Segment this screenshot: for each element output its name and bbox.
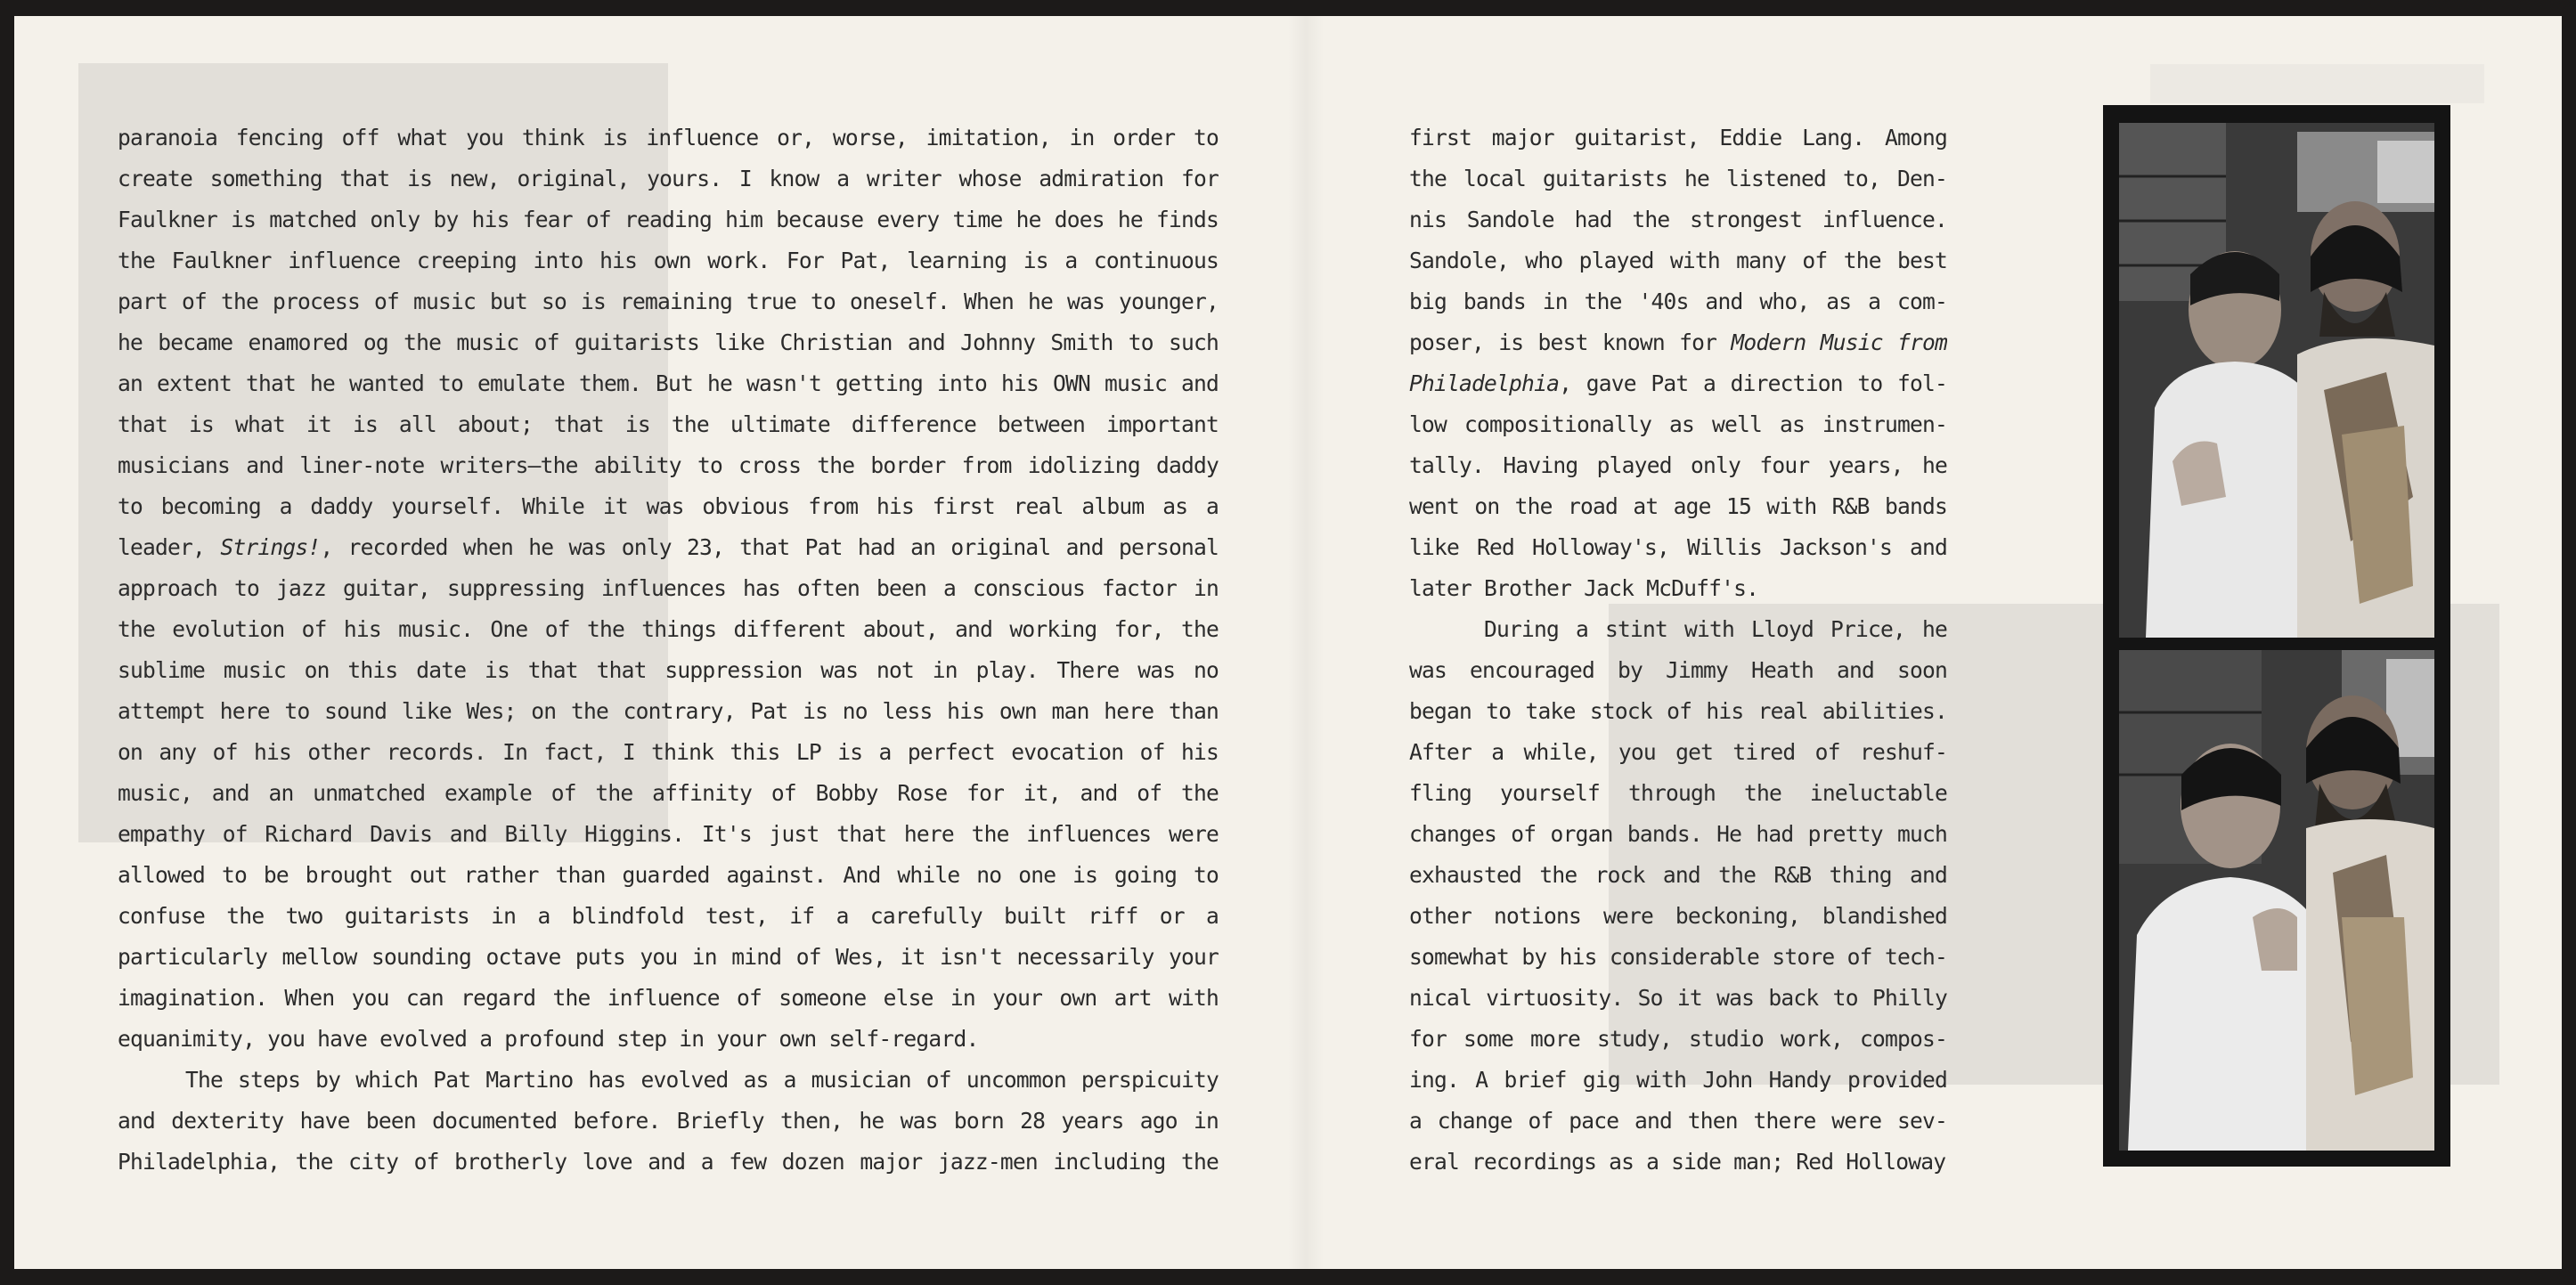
text-line: nis Sandole had the strongest influence.	[1409, 207, 1947, 232]
text-line: went on the road at age 15 with R&B bands	[1409, 493, 1947, 519]
text-line: changes of organ bands. He had pretty much	[1409, 821, 1947, 847]
text-line: first major guitarist, Eddie Lang. Among	[1409, 125, 1947, 150]
text-line: exhausted the rock and the R&B thing and	[1409, 862, 1947, 888]
text-line: paranoia fencing off what you think is influence or, worse, imitation, in order to	[118, 125, 1219, 150]
photo-two-men-talking	[2119, 123, 2434, 638]
text-line: later Brother Jack McDuff's.	[1409, 575, 1759, 601]
album-title-philadelphia: Philadelphia	[1409, 370, 1560, 396]
text-line: began to take stock of his real abilities.	[1409, 698, 1947, 724]
grey-tint-block-top-right	[2150, 64, 2484, 103]
text-line: After a while, you get tired of reshuf-	[1409, 739, 1947, 765]
text-line: for some more study, studio work, compos-	[1409, 1026, 1947, 1052]
text-line: equanimity, you have evolved a profound step in your own self-regard.	[118, 1026, 979, 1052]
text-line: like Red Holloway's, Willis Jackson's and	[1409, 534, 1947, 560]
photo-image	[2119, 650, 2434, 1151]
text-segment: leader,	[118, 534, 221, 560]
text-line: somewhat by his considerable store of tech-	[1409, 944, 1947, 970]
photo-strip	[2103, 105, 2450, 1167]
text-line: the Faulkner influence creeping into his own work. For Pat, learning is a continuous	[118, 248, 1219, 273]
right-page-text	[1409, 118, 1947, 1183]
text-line: fling yourself through the ineluctable	[1409, 780, 1947, 806]
text-line-paragraph-start: The steps by which Pat Martino has evolved as a musician of uncommon perspicuity	[185, 1067, 1219, 1093]
text-line	[118, 527, 1219, 568]
text-segment: , gave Pat a direction to fol-	[1559, 370, 1947, 396]
booklet-spread	[14, 16, 2562, 1269]
text-line: the local guitarists he listened to, Den-	[1409, 166, 1947, 191]
text-line: create something that is new, original, yours. I know a writer whose admiration for	[118, 166, 1219, 191]
left-page-text	[118, 118, 1219, 1183]
text-line: Philadelphia, the city of brotherly love and a few dozen major jazz-men including the	[118, 1149, 1219, 1175]
text-line: big bands in the '40s and who, as a com-	[1409, 289, 1947, 314]
text-segment: poser, is best known for	[1409, 329, 1732, 355]
text-segment: , recorded when he was only 23, that Pat had an original and personal	[320, 534, 1219, 560]
text-line: that is what it is all about; that is the ultimate difference between important	[118, 411, 1219, 437]
text-line: an extent that he wanted to emulate them. But he wasn't getting into his OWN music and	[118, 370, 1219, 396]
text-line: musicians and liner-note writers—the ability to cross the border from idolizing daddy	[118, 452, 1219, 478]
text-line: low compositionally as well as instrumen-	[1409, 411, 1947, 437]
text-line: music, and an unmatched example of the affinity of Bobby Rose for it, and of the	[118, 780, 1219, 806]
text-line: to becoming a daddy yourself. While it was obvious from his first real album as a	[118, 493, 1219, 519]
text-line: attempt here to sound like Wes; on the contrary, Pat is no less his own man here than	[118, 698, 1219, 724]
text-line-paragraph-start: During a stint with Lloyd Price, he	[1484, 616, 1947, 642]
text-line: approach to jazz guitar, suppressing influences has often been a conscious factor in	[118, 575, 1219, 601]
text-line	[1409, 322, 1947, 363]
text-line: allowed to be brought out rather than guarded against. And while no one is going to	[118, 862, 1219, 888]
text-line: a change of pace and then there were sev-	[1409, 1108, 1947, 1134]
text-line	[1409, 363, 1947, 404]
text-line: confuse the two guitarists in a blindfold test, if a carefully built riff or a	[118, 903, 1219, 929]
text-line: nical virtuosity. So it was back to Philly	[1409, 985, 1947, 1011]
photo-two-men-laughing	[2119, 650, 2434, 1151]
album-title-modern-music: Modern Music from	[1731, 329, 1947, 355]
text-line: ing. A brief gig with John Handy provided	[1409, 1067, 1947, 1093]
text-line: tally. Having played only four years, he	[1409, 452, 1947, 478]
text-line: the evolution of his music. One of the things different about, and working for, the	[118, 616, 1219, 642]
text-line: he became enamored og the music of guitarists like Christian and Johnny Smith to such	[118, 329, 1219, 355]
text-line: was encouraged by Jimmy Heath and soon	[1409, 657, 1947, 683]
text-line: part of the process of music but so is remaining true to oneself. When he was younger,	[118, 289, 1219, 314]
photo-image	[2119, 123, 2434, 638]
text-line: eral recordings as a side man; Red Holloway	[1409, 1149, 1946, 1175]
text-line: Faulkner is matched only by his fear of reading him because every time he does he finds	[118, 207, 1219, 232]
text-line: Sandole, who played with many of the best	[1409, 248, 1947, 273]
text-line: empathy of Richard Davis and Billy Higgins. It's just that here the influences were	[118, 821, 1219, 847]
album-title-strings: Strings!	[220, 534, 321, 560]
page-gutter	[1288, 16, 1324, 1269]
text-line: and dexterity have been documented before. Briefly then, he was born 28 years ago in	[118, 1108, 1219, 1134]
text-line: other notions were beckoning, blandished	[1409, 903, 1947, 929]
text-line: sublime music on this date is that that suppression was not in play. There was no	[118, 657, 1219, 683]
text-line: particularly mellow sounding octave puts you in mind of Wes, it isn't necessarily your	[118, 944, 1219, 970]
text-line: on any of his other records. In fact, I think this LP is a perfect evocation of his	[118, 739, 1219, 765]
text-line: imagination. When you can regard the influence of someone else in your own art with	[118, 985, 1219, 1011]
